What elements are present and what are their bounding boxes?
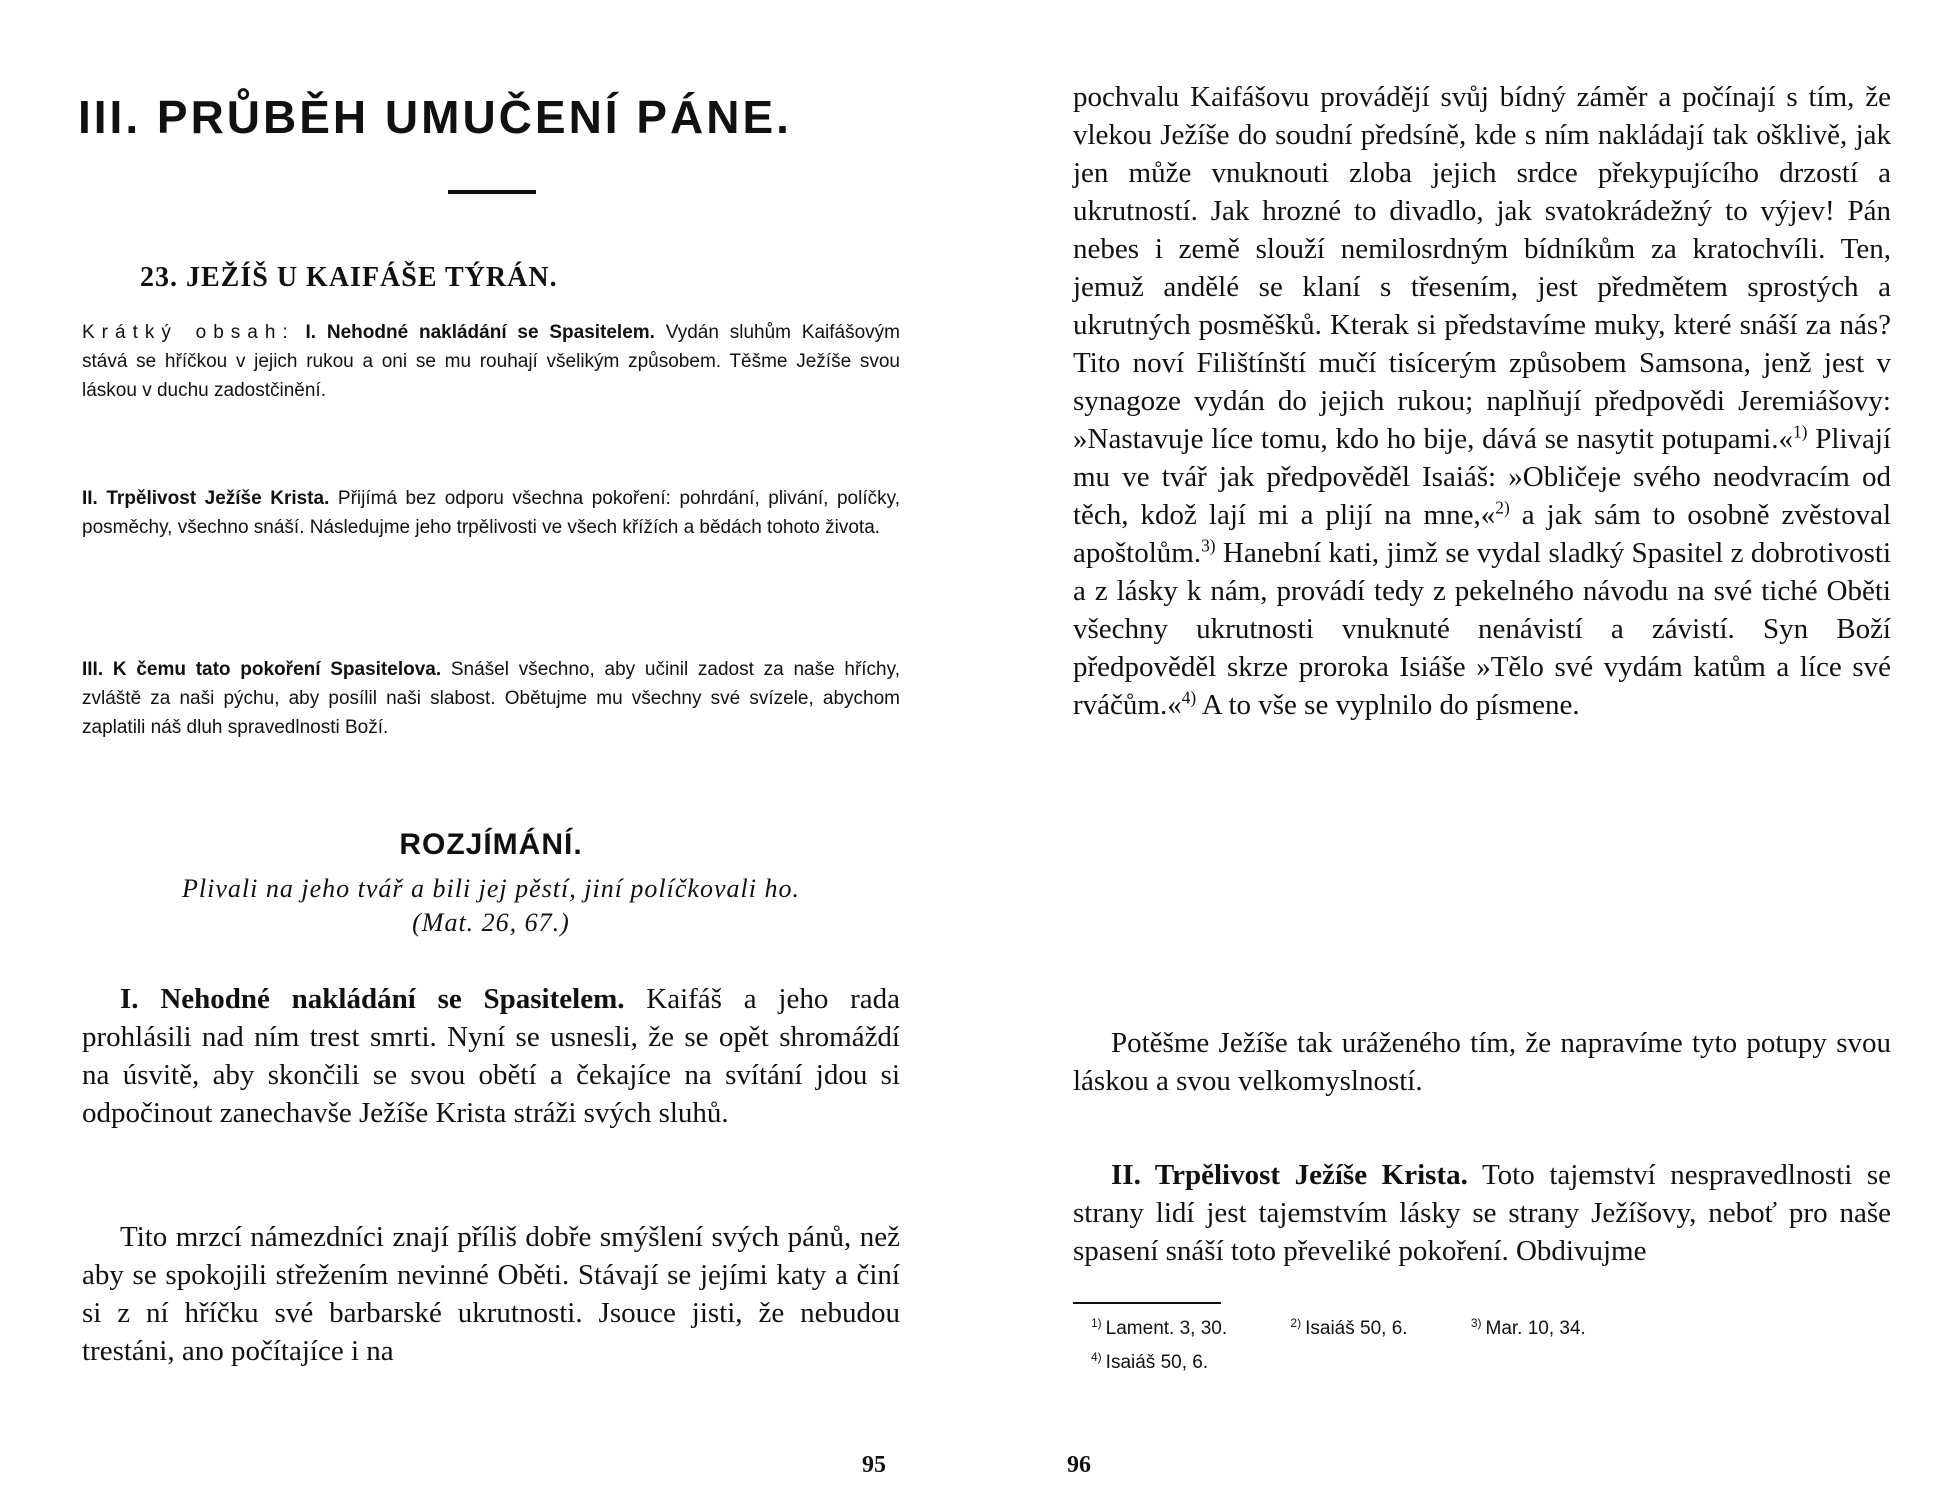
footnote-3-text: Mar. 10, 34.	[1485, 1318, 1586, 1339]
footnote-row-1	[1073, 1312, 1891, 1346]
summary-point-3-text: Snášel všechno, aby učinil zadost za naše hříchy, zvláště za naši pýchu, aby posílil naši slabost. Obětujme mu všechny své svízele, abychom zaplatili náš dluh spravedlnosti Boží.	[82, 659, 900, 738]
footnote-row-2	[1073, 1346, 1891, 1380]
chapter-title: III. PRŮBĚH UMUČENÍ PÁNE.	[78, 91, 792, 143]
motto-text: Plivali na jeho tvář a bili jej pěstí, jiní políčkovali ho.	[182, 874, 800, 903]
summary-point-1-text: Vydán sluhům Kaifášovým stává se hříčkou v jejich rukou a oni se mu rouhají všelikým způsobem. Těšme Ježíše svou láskou v duchu zadostčinění.	[82, 322, 900, 401]
right-page	[973, 0, 1946, 1500]
meditation-paragraph-3	[1073, 78, 1891, 724]
motto-reference: (Mat. 26, 67.)	[412, 908, 570, 937]
footnote-4	[1091, 1346, 1208, 1380]
meditation-paragraph-2: Tito mrzcí námezdníci znají příliš dobře smýšlení svých pánů, než aby se spokojili střežením nevinné Oběti. Stávají se jejími katy a činí si z ní hříčku své barbarské ukrutnosti. Jsouce jisti, že nebudou trestáni, ano počítajíce i na	[82, 1221, 900, 1367]
meditation-paragraph-4: Potěšme Ježíše tak uráženého tím, že napravíme tyto potupy svou láskou a svou velkomyslností.	[1073, 1027, 1891, 1097]
meditation-point-2-heading: II. Trpělivost Ježíše Krista.	[1111, 1159, 1468, 1191]
paragraph-3-part-a: pochvalu Kaifášovu provádějí svůj bídný záměr a počínají s tím, že vlekou Ježíše do soudní předsíně, kde s ním nakládají tak ošklivě, jak jen může vnuknouti zloba jejich srdce překypujícího drzostí a ukrutností. Jak hrozné to divadlo, jak svatokrádežný to výjev! Pán nebes i země slouží nemilosrdným bídníkům za kratochvíli. Ten, jemuž andělé se klaní s třesením, jest předmětem sprostých a ukrutných posměšků. Kterak si představíme muky, které snáší za nás? Tito noví Filištínští mučí tisícerým způsobem Samsona, jenž jest v synagoze vydán do jejich rukou; naplňují předpovědi Jeremiášovy: »Nastavuje líce tomu, kdo ho bije, dává se nasytit potupami.«	[1073, 81, 1891, 455]
summary-point-3	[82, 655, 900, 742]
paragraph-3-part-b: Plivají mu ve tvář jak předpověděl Isaiáš: »Obličeje svého neodvracím od těch, kdož lají mi a plijí na mne,«	[1073, 423, 1892, 531]
summary-point-2	[82, 484, 900, 542]
footnote-1-text: Lament. 3, 30.	[1105, 1318, 1228, 1339]
scripture-motto	[82, 872, 900, 940]
footnote-1-mark: 1)	[1091, 1315, 1102, 1330]
meditation-paragraph-1	[82, 980, 900, 1132]
footnote-divider	[1073, 1302, 1221, 1304]
summary-point-3-heading: III. K čemu tato pokoření Spasitelova.	[82, 659, 442, 680]
meditation-paragraph-5-text: Toto tajemství nespravedlnosti se strany lidí jest tajemstvím lásky se strany Ježíšovy, neboť pro naše spasení snáší toto převeliké pokoření. Obdivujme	[1073, 1159, 1892, 1267]
summary-point-1	[82, 318, 900, 405]
footnote-ref-4: 4)	[1181, 687, 1197, 708]
meditation-heading: ROZJÍMÁNÍ.	[399, 828, 583, 861]
page-number: 96	[1067, 1452, 1091, 1478]
paragraph-3-part-c: a jak sám to osobně zvěstoval apoštolům.	[1073, 499, 1892, 569]
footnote-4-text: Isaiáš 50, 6.	[1105, 1352, 1209, 1373]
footnote-ref-1: 1)	[1792, 421, 1808, 442]
footnote-2-mark: 2)	[1290, 1315, 1302, 1330]
footnote-ref-3: 3)	[1201, 535, 1216, 556]
paragraph-3-part-d: Hanební kati, jimž se vydal sladký Spasitel z dobrotivosti a z lásky k nám, provádí tedy z pekelného návodu na své tiché Oběti všechny ukrutnosti vnuknuté nenávistí a závistí. Syn Boží předpověděl skrze proroka Isiáše »Tělo své vydám katům a líce své rváčům.«	[1073, 537, 1892, 721]
paragraph-3-part-e: A to vše se vyplnilo do písmene.	[1201, 689, 1580, 721]
footnote-4-mark: 4)	[1091, 1349, 1102, 1364]
section-title: 23. JEŽÍŠ U KAIFÁŠE TÝRÁN.	[140, 262, 558, 293]
footnote-2	[1290, 1312, 1407, 1346]
summary-lead: Krátký obsah:	[82, 322, 295, 343]
summary-point-1-heading: I. Nehodné nakládání se Spasitelem.	[305, 322, 655, 343]
page-number: 95	[862, 1452, 886, 1478]
meditation-point-1-heading: I. Nehodné nakládání se Spasitelem.	[120, 983, 625, 1015]
footnote-2-text: Isaiáš 50, 6.	[1305, 1318, 1408, 1339]
title-divider	[448, 190, 536, 194]
footnote-ref-2: 2)	[1495, 497, 1510, 518]
footnote-3-mark: 3)	[1470, 1315, 1482, 1330]
footnote-1	[1091, 1312, 1227, 1346]
meditation-paragraph-5	[1073, 1156, 1891, 1270]
footnotes	[1073, 1312, 1891, 1380]
summary-point-2-text: Přijímá bez odporu všechna pokoření: pohrdání, plivání, políčky, posměchy, všechno snáší. Následujme jeho trpělivosti ve všech křížích a bědách tohoto života.	[82, 488, 900, 538]
footnote-3	[1471, 1312, 1586, 1346]
summary-point-2-heading: II. Trpělivost Ježíše Krista.	[82, 488, 330, 509]
meditation-paragraph-1-text: Kaifáš a jeho rada prohlásili nad ním trest smrti. Nyní se usnesli, že se opět shromáždí na úsvitě, aby skončili se svou obětí a čekajíce na svítání jdou si odpočinout zanechavše Ježíše Krista stráži svých sluhů.	[82, 983, 900, 1129]
